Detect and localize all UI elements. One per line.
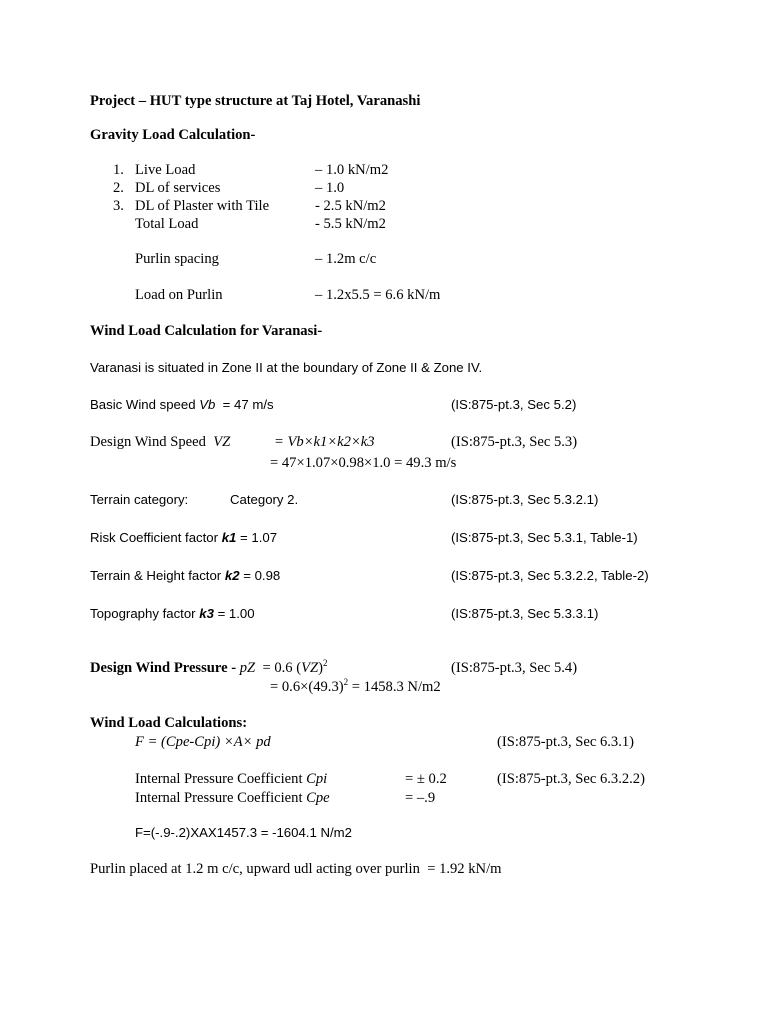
- design-wind-speed-formula: = Vb×k1×k2×k3: [274, 434, 375, 450]
- cpe-label: Internal Pressure Coefficient: [135, 790, 307, 806]
- gravity-item-3-num: 3.: [113, 198, 124, 214]
- pz-symbol: pZ: [239, 660, 256, 676]
- gravity-heading: Gravity Load Calculation-: [90, 127, 256, 143]
- k3-symbol: k3: [199, 606, 214, 621]
- basic-wind-speed-label: Basic Wind speed: [90, 397, 200, 412]
- gravity-item-3-label: DL of Plaster with Tile: [135, 198, 270, 214]
- cpi-label: Internal Pressure Coefficient: [135, 771, 307, 787]
- risk-coefficient-value: = 1.07: [236, 530, 278, 545]
- basic-wind-speed-value: = 47 m/s: [215, 397, 274, 412]
- pressure-exponent: 2: [323, 658, 328, 668]
- vz-symbol: VZ: [213, 434, 231, 450]
- project-title: Project – HUT type structure at Taj Hotel, Varanashi: [90, 93, 421, 109]
- cpi-value: = ± 0.2: [405, 771, 447, 787]
- vb-symbol: Vb: [199, 397, 216, 412]
- wind-heading: Wind Load Calculation for Varanasi-: [90, 323, 323, 339]
- gravity-item-2-num: 2.: [113, 180, 124, 196]
- risk-coefficient: [90, 531, 277, 544]
- pressure-calc-b: = 1458.3 N/m2: [348, 679, 441, 695]
- k1-symbol: k1: [221, 530, 237, 545]
- height-factor-ref: (IS:875-pt.3, Sec 5.3.2.2, Table-2): [451, 568, 649, 583]
- height-factor-label: Terrain & Height factor: [90, 568, 225, 583]
- cpi-ref: (IS:875-pt.3, Sec 6.3.2.2): [497, 771, 645, 787]
- zone-text: Varanasi is situated in Zone II at the boundary of Zone II & Zone IV.: [90, 360, 483, 375]
- design-wind-pressure: [90, 658, 328, 676]
- height-factor-value: = 0.98: [239, 568, 281, 583]
- force-result: F=(-.9-.2)XAX1457.3 = -1604.1 N/m2: [135, 825, 352, 840]
- height-factor: [90, 569, 280, 582]
- topography-factor-value: = 1.00: [213, 606, 255, 621]
- pressure-formula-open: = 0.6 (: [255, 660, 302, 676]
- k2-symbol: k2: [224, 568, 240, 583]
- force-formula-ref: (IS:875-pt.3, Sec 6.3.1): [497, 734, 635, 750]
- design-wind-speed-ref: (IS:875-pt.3, Sec 5.3): [451, 434, 578, 450]
- cpe-value: = –.9: [405, 790, 436, 806]
- design-wind-pressure-ref: (IS:875-pt.3, Sec 5.4): [451, 660, 578, 676]
- wind-calcs-heading: Wind Load Calculations:: [90, 715, 248, 731]
- load-on-purlin-value: – 1.2x5.5 = 6.6 kN/m: [315, 287, 441, 303]
- design-wind-speed: [90, 435, 230, 450]
- total-load-label: Total Load: [135, 216, 199, 232]
- risk-coefficient-label: Risk Coefficient factor: [90, 530, 222, 545]
- design-wind-speed-calc: = 47×1.07×0.98×1.0 = 49.3 m/s: [270, 455, 457, 471]
- cpe-symbol: Cpe: [306, 790, 330, 806]
- terrain-category-label: Terrain category:: [90, 492, 189, 507]
- load-on-purlin-label: Load on Purlin: [135, 287, 223, 303]
- force-formula: F = (Cpe-Cpi) ×A× pd: [135, 734, 271, 750]
- risk-coefficient-ref: (IS:875-pt.3, Sec 5.3.1, Table-1): [451, 530, 638, 545]
- cpi-row: [135, 772, 327, 787]
- topography-factor-label: Topography factor: [90, 606, 200, 621]
- gravity-item-1-value: – 1.0 kN/m2: [315, 162, 389, 178]
- gravity-item-1-num: 1.: [113, 162, 124, 178]
- basic-wind-speed: [90, 398, 274, 411]
- design-wind-pressure-label: Design Wind Pressure -: [90, 660, 240, 676]
- gravity-item-2-value: – 1.0: [315, 180, 345, 196]
- purlin-spacing-label: Purlin spacing: [135, 251, 219, 267]
- purlin-udl: Purlin placed at 1.2 m c/c, upward udl acting over purlin = 1.92 kN/m: [90, 861, 502, 877]
- topography-factor-ref: (IS:875-pt.3, Sec 5.3.3.1): [451, 606, 599, 621]
- basic-wind-speed-ref: (IS:875-pt.3, Sec 5.2): [451, 397, 577, 412]
- purlin-spacing-value: – 1.2m c/c: [315, 251, 377, 267]
- design-wind-pressure-calc: [270, 677, 441, 695]
- terrain-category-value: Category 2.: [230, 492, 299, 507]
- pressure-vz-symbol: VZ: [301, 660, 319, 676]
- cpi-symbol: Cpi: [306, 771, 328, 787]
- pressure-formula-close: ): [318, 660, 324, 676]
- topography-factor: [90, 607, 255, 620]
- design-wind-speed-label: Design Wind Speed: [90, 434, 214, 450]
- pressure-calc-a: = 0.6×(49.3): [270, 679, 344, 695]
- total-load-value: - 5.5 kN/m2: [315, 216, 386, 232]
- terrain-category-ref: (IS:875-pt.3, Sec 5.3.2.1): [451, 492, 599, 507]
- cpe-row: [135, 791, 330, 806]
- gravity-item-2-label: DL of services: [135, 180, 221, 196]
- pressure-calc-exponent: 2: [343, 677, 349, 687]
- gravity-item-1-label: Live Load: [135, 162, 196, 178]
- gravity-item-3-value: - 2.5 kN/m2: [315, 198, 386, 214]
